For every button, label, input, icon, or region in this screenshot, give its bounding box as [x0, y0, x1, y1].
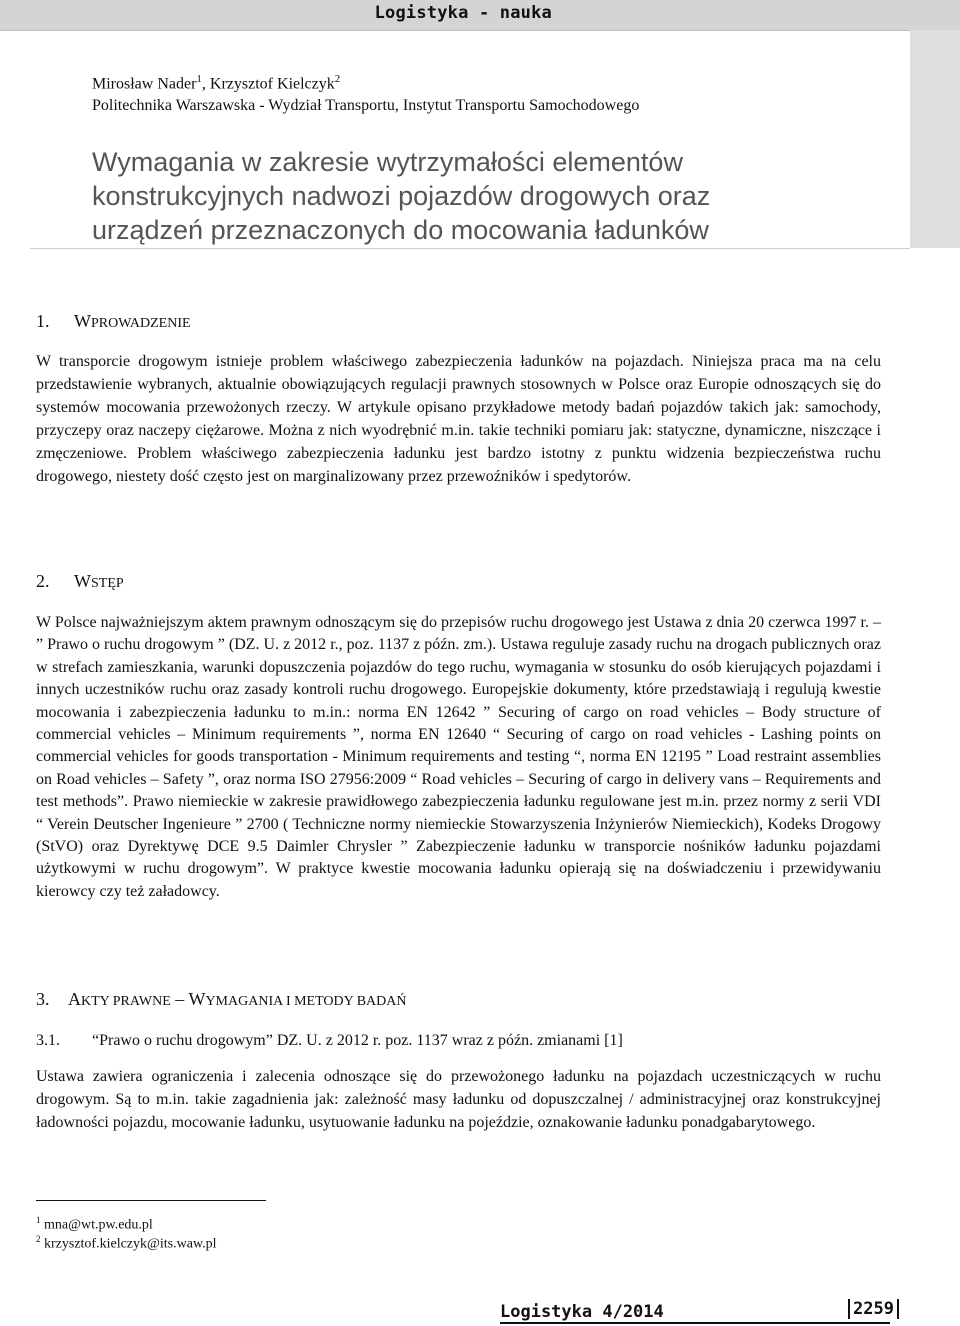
footnote-2: $^2$ krzysztof.kielczyk@its.waw.pl — [36, 1234, 217, 1252]
paragraph-preface: W Polsce najważniejszym aktem prawnym odnoszącym się do przepisów ruchu drogowego jest Ustawa z dnia 20 czerwca 1997 r. – ” Prawo o ruchu drogowym ” (DZ. U. z 2012 r., poz. 1137 z późn. zm.). Ustawa reguluje zasady ruchu na drogach publicznych oraz w strefach zamieszkania, warunki dopuszczenia pojazdów do tego ruchu, wymagania w stosunku do osób kierujących pojazdami i innych uczestników ruchu oraz zasady kontroli ruchu drogowego. Europejskie dokumenty, które przedstawiają i regulują kwestie mocowania i zabezpieczenia ładunku to m.in.: norma EN 12642 ” Securing of cargo on road vehicles – Body structure of commercial vehicles – Minimum requirements ”, norma EN 12640 “ Securing of cargo on road vehicles - Lashing points on commercial vehicles for goods transportation - Minimum requirements and testing “, norma EN 12195 ” Load restraint assemblies on Road vehicles – Safety ”, oraz norma ISO 27956:2009 “ Road vehicles – Securing of cargo in delivery vans – Requirements and test methods”. Prawo niemieckie w zakresie prawidłowego zabezpieczenia ładunku regulowane jest m.in. przez normy z serii VDI “ Verein Deutscher Ingenieure ” 2700 ( Techniczne normy niemieckie Stowarzyszenia Inżynierów Niemieckich), Kodeks Drogowy (StVO) oraz Dyrektywę DCE 9.5 Daimler Chrysler ” Zabezpieczenie ładunku w transporcie nośników ładunku pojazdami użytkowymi w ruchu drogowym”. W praktyce kwestie mocowania ładunku opierają się na doświadczeniu i przewidywaniu kierowcy czy też załadowcy. — [36, 614, 881, 900]
author-names: Mirosław Nader$^1$, Krzysztof Kielczyk$^2$ — [92, 73, 341, 93]
paragraph-introduction: W transporcie drogowym istnieje problem właściwego zabezpieczenia ładunków na pojazdach. Niniejsza praca ma na celu przedstawienie wybranych, aktualnie obowiązujących regulacji prawnych stosownych w Polsce oraz Europie odnoszących się do systemów mocowania przewożonych rzeczy. W artykule opisano przykładowe metody badań pojazdów takich jak: samochody, przyczepy oraz naczepy ciężarowe. Można z nich wyodrębnić m.in. takie techniki pomiaru jak: statyczne, dynamiczne, niszczące i zmęczeniowe. Problem właściwego zabezpieczenia ładunku jest bardzo istotny z punktu widzenia bezpieczeństwa ruchu drogowego, niestety dość często jest on marginalizowany przez przewoźników i spedytorów. — [36, 353, 881, 485]
paper-title — [92, 145, 892, 247]
page-number: 2259 — [848, 1299, 899, 1319]
title-line: Wymagania w zakresie wytrzymałości elementów — [92, 147, 683, 177]
title-line: urządzeń przeznaczonych do mocowania ładunków — [92, 215, 709, 245]
section-heading-introduction: 1. WPROWADZENIE — [36, 311, 191, 331]
subsection-heading: 3.1. “Prawo o ruchu drogowym” DZ. U. z 2012 r. poz. 1137 wraz z późn. zmianami [1] — [36, 1032, 623, 1049]
footnote-1: $^1$ mna@wt.pw.edu.pl — [36, 1215, 153, 1233]
decorative-side-band — [910, 30, 960, 248]
section-heading-legal-acts: 3. AKTY PRAWNE – WYMAGANIA I METODY BADAŃ — [36, 989, 407, 1009]
title-divider — [30, 248, 910, 249]
author-block — [92, 68, 639, 117]
title-line: konstrukcyjnych nadwozi pojazdów drogowych oraz — [92, 181, 711, 211]
section-heading-preface: 2. WSTĘP — [36, 571, 124, 591]
footer-journal-issue: Logistyka 4/2014 — [500, 1302, 664, 1322]
affiliation: Politechnika Warszawska - Wydział Transportu, Instytut Transportu Samochodowego — [92, 97, 640, 115]
paragraph-legal-acts: Ustawa zawiera ograniczenia i zalecenia odnoszące się do przewożonego ładunku na pojazdach uczestniczących w ruchu drogowym. Są to m.in. takie zagadnienia jak: zależność masy ładunku od dopuszczalnej / administracyjnej oraz konstrukcyjnej ładowności pojazdu, mocowanie ładunku, usytuowanie ładunku na pojeździe, oznakowanie ładunku ponadgabarytowego. — [36, 1068, 881, 1131]
header-bar — [0, 0, 960, 31]
journal-section-title: Logistyka - nauka — [374, 3, 552, 23]
footnote-divider — [36, 1200, 266, 1201]
footer-divider — [500, 1322, 890, 1324]
